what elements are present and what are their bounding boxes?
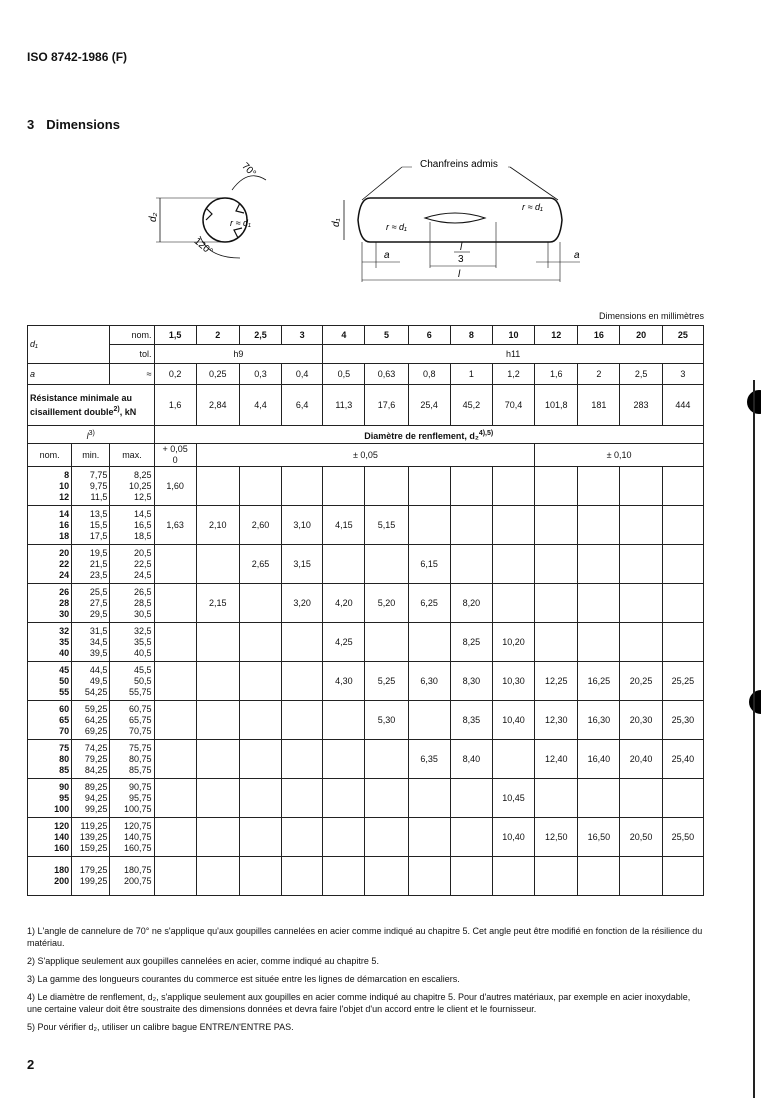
pin-drawing bbox=[140, 150, 600, 290]
tol-pm-010: ± 0,10 bbox=[535, 444, 704, 467]
a-value: 3 bbox=[662, 364, 703, 385]
d1-tolerance-row bbox=[28, 345, 704, 364]
swell-cell bbox=[620, 779, 662, 818]
nom-label: nom. bbox=[110, 326, 154, 345]
swell-cell: 1,63 bbox=[154, 506, 196, 545]
l-header-label: l bbox=[86, 430, 89, 441]
length-group-row bbox=[28, 545, 704, 584]
swell-cell: 5,15 bbox=[365, 506, 408, 545]
d1-value: 10 bbox=[492, 326, 534, 345]
swell-cell bbox=[535, 584, 578, 623]
swell-cell bbox=[239, 662, 281, 701]
swell-cell bbox=[323, 779, 365, 818]
section-title: Dimensions bbox=[46, 117, 120, 132]
angle-top-label: 70° bbox=[239, 160, 258, 180]
l-min: 59,25 64,25 69,25 bbox=[72, 701, 110, 740]
swell-cell: 6,25 bbox=[408, 584, 450, 623]
l-nom: 60 65 70 bbox=[28, 701, 72, 740]
swell-cell bbox=[450, 779, 492, 818]
shear-value: 2,84 bbox=[196, 385, 239, 426]
d1-value: 8 bbox=[450, 326, 492, 345]
swell-cell bbox=[662, 779, 703, 818]
l-min: 89,25 94,25 99,25 bbox=[72, 779, 110, 818]
swell-cell: 20,25 bbox=[620, 662, 662, 701]
l-min: 13,5 15,5 17,5 bbox=[72, 506, 110, 545]
swell-cell bbox=[239, 467, 281, 506]
footnotes bbox=[27, 925, 707, 1039]
swell-cell bbox=[450, 545, 492, 584]
swell-header-label: Diamètre de renflement, d₂ bbox=[364, 430, 479, 441]
chamfer-leader-right bbox=[510, 167, 558, 200]
l-max: 45,5 50,5 55,75 bbox=[110, 662, 154, 701]
swell-cell: 5,30 bbox=[365, 701, 408, 740]
swell-header bbox=[154, 426, 703, 444]
l-max: 180,75 200,75 bbox=[110, 857, 154, 896]
d1-value: 20 bbox=[620, 326, 662, 345]
length-group-row bbox=[28, 740, 704, 779]
swell-cell: 3,20 bbox=[282, 584, 323, 623]
a-value: 0,2 bbox=[154, 364, 196, 385]
l-max: 120,75 140,75 160,75 bbox=[110, 818, 154, 857]
tol-pm-005: ± 0,05 bbox=[196, 444, 534, 467]
swell-cell bbox=[620, 545, 662, 584]
swell-cell bbox=[323, 467, 365, 506]
swell-cell bbox=[492, 467, 534, 506]
a-value: 1 bbox=[450, 364, 492, 385]
a-value: 1,2 bbox=[492, 364, 534, 385]
swell-cell: 6,35 bbox=[408, 740, 450, 779]
swell-cell bbox=[154, 779, 196, 818]
swell-cell bbox=[662, 545, 703, 584]
a-value: 0,8 bbox=[408, 364, 450, 385]
d1-value: 3 bbox=[282, 326, 323, 345]
angle-bottom-label: 120° bbox=[191, 235, 215, 258]
shear-value: 11,3 bbox=[323, 385, 365, 426]
a-label-left: a bbox=[384, 250, 390, 261]
swell-cell: 2,65 bbox=[239, 545, 281, 584]
shear-value: 70,4 bbox=[492, 385, 534, 426]
swell-cell bbox=[492, 584, 534, 623]
swell-cell bbox=[578, 506, 620, 545]
l-max: 26,5 28,5 30,5 bbox=[110, 584, 154, 623]
l-min: 25,5 27,5 29,5 bbox=[72, 584, 110, 623]
swell-cell bbox=[323, 740, 365, 779]
swell-cell: 25,50 bbox=[662, 818, 703, 857]
swell-cell bbox=[365, 545, 408, 584]
swell-cell bbox=[492, 545, 534, 584]
swell-cell bbox=[365, 857, 408, 896]
swell-cell bbox=[323, 545, 365, 584]
swell-cell bbox=[450, 857, 492, 896]
swell-cell bbox=[154, 740, 196, 779]
swell-cell bbox=[492, 740, 534, 779]
dimensions-table bbox=[27, 325, 704, 896]
swell-cell bbox=[282, 662, 323, 701]
swell-cell: 25,40 bbox=[662, 740, 703, 779]
swell-cell: 25,25 bbox=[662, 662, 703, 701]
l-nom: 8 10 12 bbox=[28, 467, 72, 506]
l-max: 32,5 35,5 40,5 bbox=[110, 623, 154, 662]
length-group-row bbox=[28, 857, 704, 896]
swell-cell bbox=[239, 740, 281, 779]
swell-cell bbox=[408, 623, 450, 662]
shear-value: 6,4 bbox=[282, 385, 323, 426]
l-min: 119,25 139,25 159,25 bbox=[72, 818, 110, 857]
l-max: 8,25 10,25 12,5 bbox=[110, 467, 154, 506]
l-min: 44,5 49,5 54,25 bbox=[72, 662, 110, 701]
swell-cell: 1,60 bbox=[154, 467, 196, 506]
swell-cell bbox=[154, 623, 196, 662]
shear-value: 283 bbox=[620, 385, 662, 426]
l-nom: 75 80 85 bbox=[28, 740, 72, 779]
footnote: 3) La gamme des longueurs courantes du commerce est située entre les lignes de démarcation en escaliers. bbox=[27, 974, 460, 984]
l-label: l bbox=[458, 269, 461, 280]
a-value: 0,4 bbox=[282, 364, 323, 385]
swell-cell bbox=[408, 467, 450, 506]
d1-value: 5 bbox=[365, 326, 408, 345]
chamfer-leader-left bbox=[362, 167, 402, 200]
swell-cell bbox=[535, 857, 578, 896]
shear-row bbox=[28, 385, 704, 426]
swell-cell: 16,30 bbox=[578, 701, 620, 740]
document-id: ISO 8742-1986 (F) bbox=[27, 50, 128, 64]
swell-cell bbox=[662, 584, 703, 623]
swell-cell bbox=[535, 779, 578, 818]
swell-cell: 25,30 bbox=[662, 701, 703, 740]
a-value: 2,5 bbox=[620, 364, 662, 385]
swell-cell: 16,25 bbox=[578, 662, 620, 701]
chamfer-label: Chanfreins admis bbox=[420, 159, 498, 170]
swell-cell bbox=[239, 857, 281, 896]
swell-cell bbox=[282, 467, 323, 506]
swell-cell bbox=[282, 740, 323, 779]
swell-cell bbox=[239, 818, 281, 857]
a-row bbox=[28, 364, 704, 385]
shear-label bbox=[28, 385, 155, 426]
swell-cell bbox=[620, 857, 662, 896]
tolerance-subheader-row bbox=[28, 444, 704, 467]
swell-cell bbox=[450, 506, 492, 545]
swell-cell: 10,20 bbox=[492, 623, 534, 662]
col-min: min. bbox=[72, 444, 110, 467]
r-label-right: r ≈ d₁ bbox=[522, 202, 543, 212]
l-nom: 20 22 24 bbox=[28, 545, 72, 584]
swell-cell bbox=[282, 623, 323, 662]
swell-cell: 5,20 bbox=[365, 584, 408, 623]
swell-cell bbox=[196, 545, 239, 584]
swell-cell: 2,60 bbox=[239, 506, 281, 545]
swell-cell: 8,20 bbox=[450, 584, 492, 623]
shear-label-text: Résistance minimale au cisaillement double bbox=[30, 392, 133, 417]
swell-cell bbox=[620, 467, 662, 506]
shear-value: 17,6 bbox=[365, 385, 408, 426]
swell-cell bbox=[196, 857, 239, 896]
swell-cell: 8,40 bbox=[450, 740, 492, 779]
l-nom: 180 200 bbox=[28, 857, 72, 896]
a-label: a bbox=[28, 364, 110, 385]
swell-cell bbox=[535, 467, 578, 506]
swell-cell bbox=[365, 740, 408, 779]
swell-cell bbox=[282, 857, 323, 896]
groove-mark-3 bbox=[234, 228, 242, 238]
swell-cell: 4,20 bbox=[323, 584, 365, 623]
swell-cell: 3,10 bbox=[282, 506, 323, 545]
swell-cell: 5,25 bbox=[365, 662, 408, 701]
swell-cell: 4,15 bbox=[323, 506, 365, 545]
swell-cell: 2,10 bbox=[196, 506, 239, 545]
shear-value: 45,2 bbox=[450, 385, 492, 426]
swell-cell bbox=[323, 857, 365, 896]
swell-cell: 16,50 bbox=[578, 818, 620, 857]
a-label-right: a bbox=[574, 250, 580, 261]
approx-label: ≈ bbox=[110, 364, 154, 385]
shear-value: 1,6 bbox=[154, 385, 196, 426]
l-max: 90,75 95,75 100,75 bbox=[110, 779, 154, 818]
swell-cell bbox=[408, 506, 450, 545]
swell-cell bbox=[196, 467, 239, 506]
col-nom: nom. bbox=[28, 444, 72, 467]
length-group-row bbox=[28, 701, 704, 740]
swell-cell bbox=[408, 779, 450, 818]
swell-cell: 6,30 bbox=[408, 662, 450, 701]
d1-value: 12 bbox=[535, 326, 578, 345]
d1-value: 6 bbox=[408, 326, 450, 345]
swell-cell bbox=[450, 818, 492, 857]
swell-cell: 12,40 bbox=[535, 740, 578, 779]
l-min: 19,5 21,5 23,5 bbox=[72, 545, 110, 584]
swell-cell bbox=[535, 623, 578, 662]
swell-cell bbox=[620, 506, 662, 545]
swell-cell bbox=[365, 623, 408, 662]
shear-value: 4,4 bbox=[239, 385, 281, 426]
swell-cell: 8,25 bbox=[450, 623, 492, 662]
swell-cell: 16,40 bbox=[578, 740, 620, 779]
d1-header: d₁ bbox=[28, 326, 110, 364]
a-value: 1,6 bbox=[535, 364, 578, 385]
swell-cell bbox=[239, 701, 281, 740]
l-min: 7,75 9,75 11,5 bbox=[72, 467, 110, 506]
swell-cell bbox=[365, 818, 408, 857]
swell-cell bbox=[323, 701, 365, 740]
units-note: Dimensions en millimètres bbox=[598, 311, 704, 321]
d1-value: 4 bbox=[323, 326, 365, 345]
page-number: 2 bbox=[27, 1057, 35, 1072]
swell-cell bbox=[154, 545, 196, 584]
l-max: 14,5 16,5 18,5 bbox=[110, 506, 154, 545]
l-nom: 26 28 30 bbox=[28, 584, 72, 623]
swell-cell: 3,15 bbox=[282, 545, 323, 584]
swell-cell: 12,25 bbox=[535, 662, 578, 701]
swell-cell: 12,50 bbox=[535, 818, 578, 857]
swell-cell bbox=[196, 662, 239, 701]
swell-cell bbox=[408, 701, 450, 740]
swell-header-sup: 4),5) bbox=[478, 429, 494, 437]
swell-cell bbox=[196, 779, 239, 818]
l3-den: 3 bbox=[458, 254, 464, 265]
tol-plus: + 0,05 bbox=[162, 444, 188, 454]
tol-h9: h9 bbox=[154, 345, 323, 364]
tol-zero: 0 bbox=[172, 455, 178, 465]
l-min: 31,5 34,5 39,5 bbox=[72, 623, 110, 662]
swell-cell: 20,30 bbox=[620, 701, 662, 740]
l3-num: l bbox=[460, 242, 463, 253]
length-group-row bbox=[28, 584, 704, 623]
swell-cell bbox=[323, 818, 365, 857]
swell-cell bbox=[578, 545, 620, 584]
section-number: 3 bbox=[27, 117, 35, 132]
shear-value: 101,8 bbox=[535, 385, 578, 426]
r-label-left: r ≈ d₁ bbox=[230, 218, 251, 228]
swell-cell bbox=[578, 779, 620, 818]
groove-mark bbox=[206, 208, 212, 220]
swell-cell: 20,40 bbox=[620, 740, 662, 779]
binding-hole bbox=[749, 690, 761, 714]
swell-cell bbox=[196, 740, 239, 779]
swell-cell: 12,30 bbox=[535, 701, 578, 740]
swell-cell bbox=[154, 662, 196, 701]
swell-cell bbox=[365, 779, 408, 818]
swell-cell bbox=[408, 857, 450, 896]
swell-cell bbox=[239, 779, 281, 818]
swell-cell: 6,15 bbox=[408, 545, 450, 584]
length-group-row bbox=[28, 467, 704, 506]
l-max: 75,75 80,75 85,75 bbox=[110, 740, 154, 779]
swell-cell bbox=[620, 584, 662, 623]
swell-cell: 4,25 bbox=[323, 623, 365, 662]
d1-value: 2,5 bbox=[239, 326, 281, 345]
swell-cell: 10,40 bbox=[492, 818, 534, 857]
swell-cell: 2,15 bbox=[196, 584, 239, 623]
length-group-row bbox=[28, 623, 704, 662]
section-heading bbox=[27, 117, 120, 132]
swell-cell: 20,50 bbox=[620, 818, 662, 857]
l-min: 179,25 199,25 bbox=[72, 857, 110, 896]
l-max: 60,75 65,75 70,75 bbox=[110, 701, 154, 740]
swell-cell bbox=[662, 623, 703, 662]
a-value: 0,5 bbox=[323, 364, 365, 385]
a-value: 0,25 bbox=[196, 364, 239, 385]
swell-cell bbox=[196, 701, 239, 740]
swell-cell bbox=[239, 623, 281, 662]
tol-plus-zero bbox=[154, 444, 196, 467]
groove-outline bbox=[425, 213, 485, 223]
swell-cell bbox=[578, 857, 620, 896]
shear-value: 444 bbox=[662, 385, 703, 426]
length-group-row bbox=[28, 662, 704, 701]
d1-label: d₁ bbox=[331, 218, 342, 227]
tol-h11: h11 bbox=[323, 345, 704, 364]
shear-value: 181 bbox=[578, 385, 620, 426]
l-nom: 90 95 100 bbox=[28, 779, 72, 818]
r-label-mid: r ≈ d₁ bbox=[386, 222, 407, 232]
swell-cell bbox=[154, 818, 196, 857]
l-min: 74,25 79,25 84,25 bbox=[72, 740, 110, 779]
l-nom: 120 140 160 bbox=[28, 818, 72, 857]
swell-cell bbox=[535, 545, 578, 584]
swell-cell bbox=[535, 506, 578, 545]
length-header-row bbox=[28, 426, 704, 444]
swell-cell bbox=[662, 467, 703, 506]
d1-nominal-row bbox=[28, 326, 704, 345]
swell-cell bbox=[154, 584, 196, 623]
swell-cell bbox=[365, 467, 408, 506]
swell-cell: 8,30 bbox=[450, 662, 492, 701]
swell-cell bbox=[450, 467, 492, 506]
footnote: 1) L'angle de cannelure de 70° ne s'applique qu'aux goupilles cannelées en acier comme indiqué au chapitre 5. Cet angle peut être modifié en fonction de la résilience du matériau. bbox=[27, 926, 703, 948]
shear-value: 25,4 bbox=[408, 385, 450, 426]
d1-value: 25 bbox=[662, 326, 703, 345]
swell-cell bbox=[578, 584, 620, 623]
length-group-row bbox=[28, 818, 704, 857]
l-nom: 32 35 40 bbox=[28, 623, 72, 662]
swell-cell: 8,35 bbox=[450, 701, 492, 740]
swell-cell: 10,30 bbox=[492, 662, 534, 701]
swell-cell bbox=[578, 467, 620, 506]
swell-cell bbox=[662, 857, 703, 896]
swell-cell bbox=[620, 623, 662, 662]
swell-cell bbox=[492, 857, 534, 896]
footnote: 2) S'applique seulement aux goupilles cannelées en acier, comme indiqué au chapitre 5. bbox=[27, 956, 379, 966]
swell-cell bbox=[408, 818, 450, 857]
shear-sup: 2) bbox=[113, 405, 120, 413]
footnote: 5) Pour vérifier d₂, utiliser un calibre bague ENTRE/N'ENTRE PAS. bbox=[27, 1022, 294, 1032]
l-header-sup: 3) bbox=[88, 429, 95, 437]
swell-cell bbox=[239, 584, 281, 623]
swell-cell: 4,30 bbox=[323, 662, 365, 701]
a-value: 0,3 bbox=[239, 364, 281, 385]
d1-value: 16 bbox=[578, 326, 620, 345]
swell-cell bbox=[282, 779, 323, 818]
swell-cell bbox=[154, 857, 196, 896]
swell-cell bbox=[492, 506, 534, 545]
l-nom: 45 50 55 bbox=[28, 662, 72, 701]
l-nom: 14 16 18 bbox=[28, 506, 72, 545]
swell-cell bbox=[196, 623, 239, 662]
swell-cell bbox=[196, 818, 239, 857]
a-value: 0,63 bbox=[365, 364, 408, 385]
l-header bbox=[28, 426, 155, 444]
d1-value: 1,5 bbox=[154, 326, 196, 345]
length-group-row bbox=[28, 506, 704, 545]
length-group-row bbox=[28, 779, 704, 818]
footnote: 4) Le diamètre de renflement, d₂, s'applique seulement aux goupilles en acier comme indiqué au chapitre 5. Pour d'autres matériaux, par exemple en acier inoxydable, une certaine valeur doit être soustraite des dimensions données et devra faire l'objet d'un accord entre le client et le fournisseur. bbox=[27, 992, 691, 1014]
swell-cell bbox=[662, 506, 703, 545]
a-value: 2 bbox=[578, 364, 620, 385]
col-max: max. bbox=[110, 444, 154, 467]
swell-cell: 10,40 bbox=[492, 701, 534, 740]
l-max: 20,5 22,5 24,5 bbox=[110, 545, 154, 584]
d1-value: 2 bbox=[196, 326, 239, 345]
swell-cell bbox=[282, 818, 323, 857]
swell-cell bbox=[578, 623, 620, 662]
d2-label: d₂ bbox=[148, 212, 159, 222]
swell-cell: 10,45 bbox=[492, 779, 534, 818]
swell-cell bbox=[282, 701, 323, 740]
page-edge-line bbox=[753, 380, 755, 1098]
shear-unit: , kN bbox=[119, 406, 137, 417]
swell-cell bbox=[154, 701, 196, 740]
tol-label: tol. bbox=[110, 345, 154, 364]
